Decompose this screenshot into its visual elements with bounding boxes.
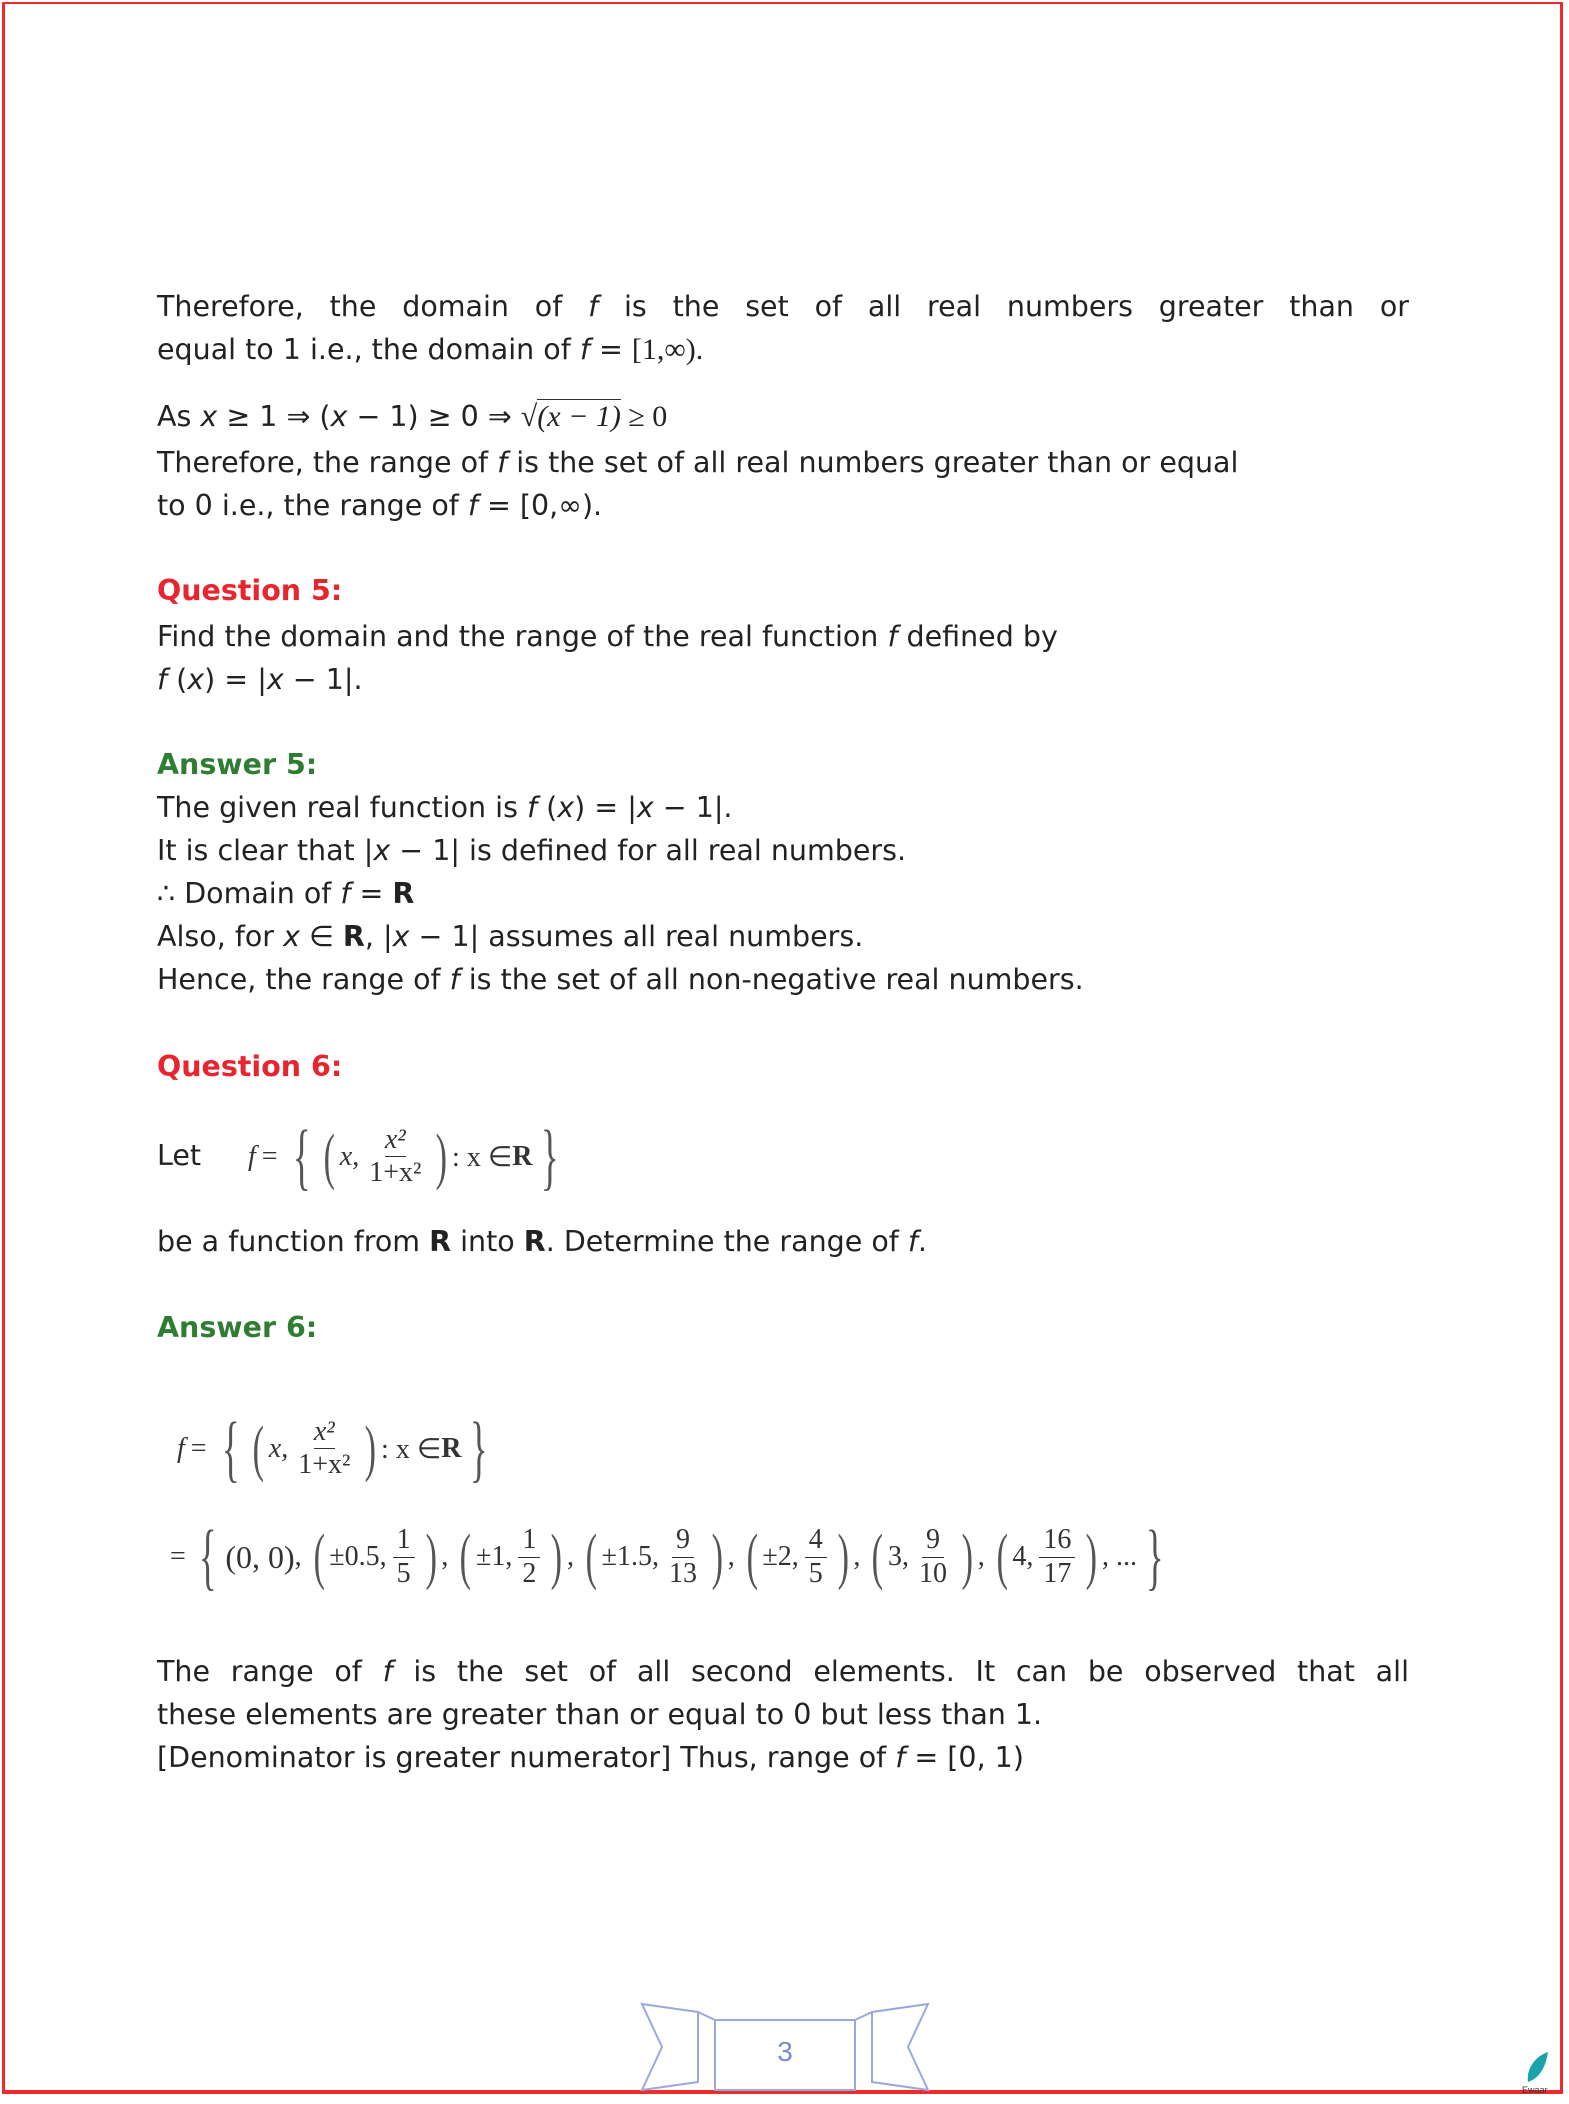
question-6-heading: Question 6:	[157, 1050, 343, 1083]
pair-1-fraction: $\frac{1}{5}$	[393, 1524, 415, 1589]
pair-4-fraction: $\frac{4}{5}$	[805, 1524, 827, 1589]
answer-5-line-5: Hence, the range of f is the set of all non-negative real numbers.	[157, 963, 1084, 996]
pair-5-fraction: $\frac{9}{10}$	[919, 1524, 948, 1589]
answer-6-line-3: [Denominator is greater numerator] Thus, range of f = [0, 1)	[157, 1741, 1024, 1774]
question-6-formula: f = { ( x, $\frac{\text{x²}}{\text{1+x²}}$ ) : x ∈ R }	[248, 1116, 560, 1198]
intro-line-2: equal to 1 i.e., the domain of f = [1,∞).	[157, 333, 704, 366]
pair-3-fraction: $\frac{9}{13}$	[669, 1524, 698, 1589]
page-number: 3	[777, 2036, 793, 2067]
svg-text:Ewaar: Ewaar	[1522, 2085, 1548, 2095]
answer-6-formula-2: = { (0, 0) , ( ±0.5, $\frac{1}{5}$ ) , ( ±1, $\frac{1}{2}$ ) , ( ±1.5, $\frac{9}{13}$ ) , ( ±2, $\frac{4}{5}$ ) , ( 3, $\frac{9}{10}$ ) , ( 4, $\frac{16}{17}$ ) , ... }	[170, 1516, 1164, 1598]
question-6-let: Let	[157, 1139, 202, 1172]
answer-6-line-2: these elements are greater than or equal to 0 but less than 1.	[157, 1698, 1043, 1731]
pair-6-fraction: $\frac{16}{17}$	[1039, 1524, 1075, 1589]
answer-6-line-1: The range of f is the set of all second elements. It can be observed that all	[157, 1655, 1409, 1688]
answer-5-line-2: It is clear that |x − 1| is defined for all real numbers.	[157, 834, 907, 867]
pair-0: (0, 0)	[225, 1538, 295, 1575]
answer-6-formula-1: f = { ( x, $\frac{\text{x²}}{\text{1+x²}}$ ) : x ∈ R }	[177, 1408, 489, 1490]
question-6-line-2: be a function from R into R. Determine the range of f.	[157, 1225, 927, 1258]
intro-line-5: to 0 i.e., the range of f = [0,∞).	[157, 489, 603, 522]
ewaar-logo-icon	[1520, 2050, 1550, 2095]
answer-5-line-1: The given real function is f (x) = |x − 1|.	[157, 791, 733, 824]
question-5-heading: Question 5:	[157, 574, 343, 607]
answer-5-heading: Answer 5:	[157, 748, 318, 781]
intro-line-3: As x ≥ 1 ⇒ (x − 1) ≥ 0 ⇒ √(x − 1) ≥ 0	[157, 400, 668, 433]
answer-5-line-4: Also, for x ∈ R, |x − 1| assumes all real numbers.	[157, 920, 864, 953]
answer-6-heading: Answer 6:	[157, 1311, 318, 1344]
intro-line-1: Therefore, the domain of f is the set of all real numbers greater than or	[157, 290, 1409, 323]
answer-5-line-3: ∴ Domain of f = R	[157, 877, 415, 910]
question-5-line-1: Find the domain and the range of the real function f defined by	[157, 620, 1058, 653]
question-5-line-2: f (x) = |x − 1|.	[157, 663, 363, 696]
intro-line-4: Therefore, the range of f is the set of all real numbers greater than or equal	[157, 446, 1239, 479]
pair-2-fraction: $\frac{1}{2}$	[518, 1524, 540, 1589]
